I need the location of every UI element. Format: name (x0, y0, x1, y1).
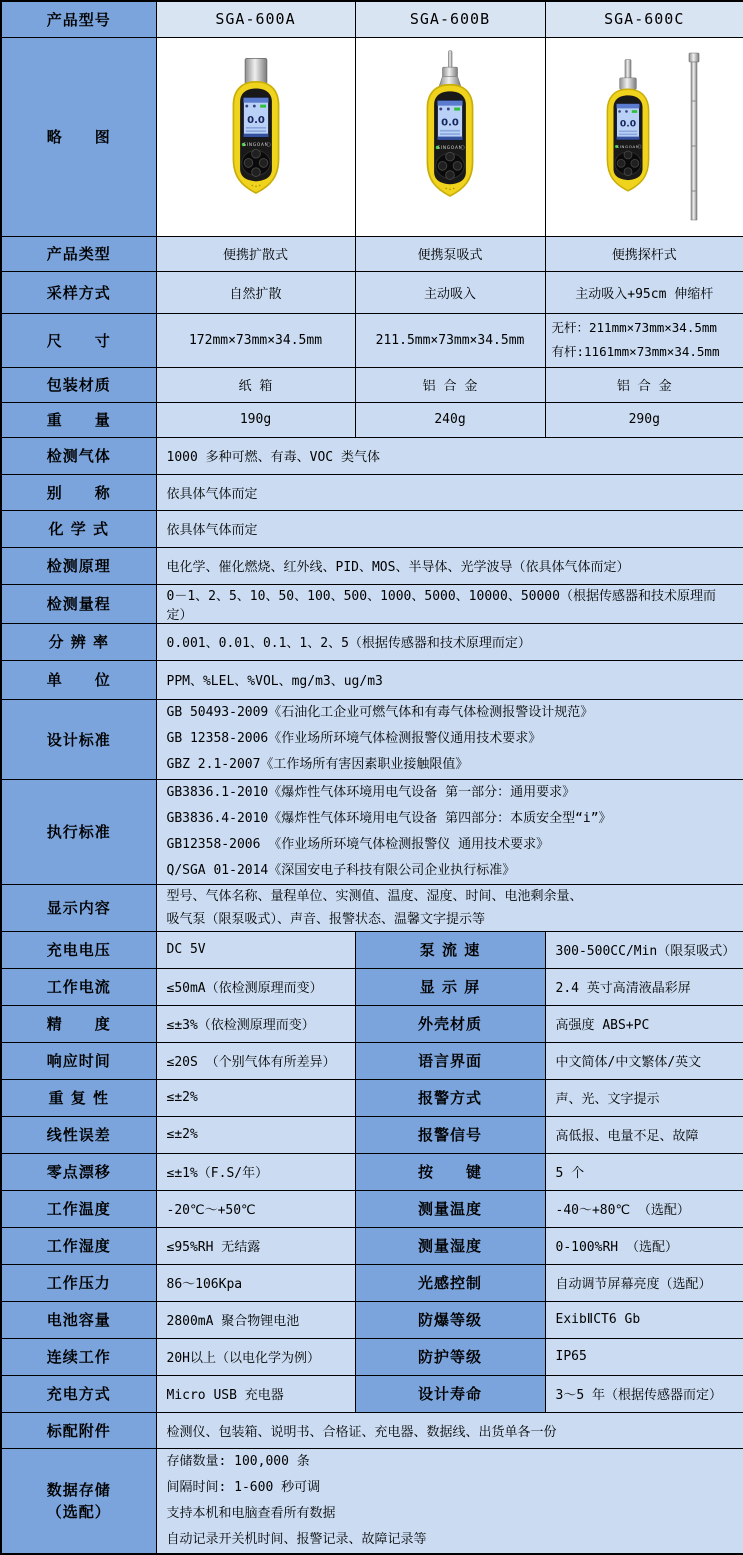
telescopic-rod-illustration (686, 51, 702, 223)
spec-row (1, 1116, 743, 1153)
row-detection-range (1, 584, 743, 623)
value-a: 便携扩散式 (156, 236, 355, 271)
standard-line: GB3836.4-2010《爆炸性气体环境用电气设备 第四部分：本质安全型“i”》 (166, 810, 612, 826)
spec-row (1, 1375, 743, 1412)
value-c: 290g (545, 402, 743, 437)
spec-value: 高低报、电量不足、故障 (545, 1116, 743, 1153)
standard-line: GB3836.1-2010《爆炸性气体环境用电气设备 第一部分：通用要求》 (166, 784, 576, 800)
spec-value: ≤±1%（F.S/年） (156, 1153, 355, 1190)
spec-value: ≤20S （个别气体有所差异） (156, 1042, 355, 1079)
compare-row-dimensions (1, 313, 743, 367)
product-image-cell-a (156, 37, 355, 236)
row-label: 重 量 (1, 402, 156, 437)
product-image-cell-c (545, 37, 743, 236)
spec-label: 充电电压 (1, 931, 156, 968)
value-a: 纸 箱 (156, 367, 355, 402)
display-content-line: 吸气泵（限泵吸式）、声音、报警状态、温馨文字提示等 (166, 911, 486, 927)
spec-row (1, 1264, 743, 1301)
storage-line: 间隔时间: 1-600 秒可调 (166, 1479, 321, 1495)
spec-label: 报警方式 (355, 1079, 545, 1116)
spec-label: 工作压力 (1, 1264, 156, 1301)
spec-value: -20℃～+50℃ (156, 1190, 355, 1227)
screen-title-bar (437, 100, 462, 105)
spec-value: Micro USB 充电器 (156, 1375, 355, 1412)
row-label: 显示内容 (1, 884, 156, 931)
row-value (156, 1448, 743, 1554)
row-label: 别 称 (1, 474, 156, 510)
spec-value: 中文简体/中文繁体/英文 (545, 1042, 743, 1079)
screen-status-bar (437, 136, 462, 139)
row-label: 化 学 式 (1, 510, 156, 547)
probe-rod (625, 59, 631, 79)
compare-row-sampling (1, 271, 743, 313)
enter-button (251, 167, 260, 176)
row-value: 1000 多种可燃、有毒、VOC 类气体 (156, 437, 743, 474)
spec-label: 测量温度 (355, 1190, 545, 1227)
screen-reading: 0.0 (246, 114, 265, 126)
speaker-icon (619, 110, 622, 113)
row-chemical-formula (1, 510, 743, 547)
spec-label: 电池容量 (1, 1301, 156, 1338)
spec-label: 线性误差 (1, 1116, 156, 1153)
brand-label: SINGOAN (437, 144, 463, 150)
row-value (156, 884, 743, 931)
gas-detector-illustration-b (404, 48, 496, 226)
row-label: 采样方式 (1, 271, 156, 313)
value-c: 铝 合 金 (545, 367, 743, 402)
spec-value: 声、光、文字提示 (545, 1079, 743, 1116)
compare-row-packaging (1, 367, 743, 402)
spec-value: IP65 (545, 1338, 743, 1375)
row-value: 0.001、0.01、0.1、1、2、5（根据传感器和技术原理而定） (156, 623, 743, 660)
spec-label: 响应时间 (1, 1042, 156, 1079)
spec-value: ≤±2% (156, 1079, 355, 1116)
battery-icon (454, 107, 460, 110)
spec-value: 自动调节屏幕亮度（选配） (545, 1264, 743, 1301)
spec-value: 高强度 ABS+PC (545, 1005, 743, 1042)
spec-label: 防爆等级 (355, 1301, 545, 1338)
spec-label: 精 度 (1, 1005, 156, 1042)
spec-label: 光感控制 (355, 1264, 545, 1301)
enter-button (446, 170, 455, 179)
standard-line: GB 12358-2006《作业场所环境气体检测报警仪通用技术要求》 (166, 731, 542, 746)
compare-row-product-type (1, 236, 743, 271)
row-label: 尺 寸 (1, 313, 156, 367)
screen-status-bar (243, 133, 268, 136)
display-content-line: 型号、气体名称、量程单位、实测值、温度、湿度、时间、电池剩余量、 (166, 888, 583, 904)
probe-collar (442, 67, 457, 76)
menu-button (446, 152, 455, 161)
dimension-without-rod: 无杆：211mm×73mm×34.5mm (551, 320, 717, 335)
sensor-cap (245, 58, 267, 84)
probe-collar (620, 77, 637, 88)
spec-value: -40～+80℃ （选配） (545, 1190, 743, 1227)
brand-label: SINGOAN (616, 143, 640, 149)
spec-label: 工作湿度 (1, 1227, 156, 1264)
spec-label: 外壳材质 (355, 1005, 545, 1042)
row-display-content (1, 884, 743, 931)
spec-value: 300-500CC/Min（限泵吸式） (545, 931, 743, 968)
row-detected-gases (1, 437, 743, 474)
left-button (244, 158, 253, 167)
header-label: 产品型号 (1, 1, 156, 37)
spec-value: ≤±2% (156, 1116, 355, 1153)
spec-label: 显 示 屏 (355, 968, 545, 1005)
standard-line: GBZ 2.1-2007《工作场所有害因素职业接触限值》 (166, 757, 469, 772)
row-label: 产品类型 (1, 236, 156, 271)
storage-label-line: 数据存储 (46, 1480, 111, 1499)
enter-button (624, 167, 632, 175)
left-button (438, 161, 447, 170)
row-executive-standards (1, 779, 743, 884)
spec-row (1, 1005, 743, 1042)
model-name-b: SGA-600B (355, 1, 545, 37)
row-label: 设计标准 (1, 699, 156, 779)
right-button (453, 161, 462, 170)
row-value (156, 779, 743, 884)
sketch-row (1, 37, 743, 236)
dimension-with-rod: 有杆:1161mm×73mm×34.5mm (551, 344, 720, 359)
spec-row (1, 1153, 743, 1190)
battery-icon (632, 110, 637, 113)
compare-row-weight (1, 402, 743, 437)
row-label (1, 1448, 156, 1554)
row-value: PPM、%LEL、%VOL、mg/m3、ug/m3 (156, 660, 743, 699)
speaker-icon (439, 107, 442, 110)
row-label: 检测原理 (1, 547, 156, 584)
value-a: 自然扩散 (156, 271, 355, 313)
value-a: 172mm×73mm×34.5mm (156, 313, 355, 367)
spec-label: 测量湿度 (355, 1227, 545, 1264)
spec-row (1, 1227, 743, 1264)
value-b: 便携泵吸式 (355, 236, 545, 271)
right-button (631, 159, 639, 167)
row-value: 依具体气体而定 (156, 474, 743, 510)
fan-icon (447, 107, 450, 110)
standard-line: GB 50493-2009《石油化工企业可燃气体和有毒气体检测报警设计规范》 (166, 705, 594, 720)
spec-label: 充电方式 (1, 1375, 156, 1412)
storage-label-line: （选配） (46, 1502, 111, 1521)
spec-row (1, 931, 743, 968)
spec-value: ≤95%RH 无结露 (156, 1227, 355, 1264)
value-c: 便携探杆式 (545, 236, 743, 271)
row-resolution (1, 623, 743, 660)
standard-line: GB12358-2006 《作业场所环境气体检测报警仪 通用技术要求》 (166, 836, 550, 852)
value-b: 主动吸入 (355, 271, 545, 313)
row-label: 包装材质 (1, 367, 156, 402)
spec-label: 零点漂移 (1, 1153, 156, 1190)
speaker-icon (245, 104, 248, 107)
row-label: 检测量程 (1, 584, 156, 623)
spec-value: ≤50mA（依检测原理而变） (156, 968, 355, 1005)
row-label: 检测气体 (1, 437, 156, 474)
spec-value: 2800mA 聚合物锂电池 (156, 1301, 355, 1338)
spec-value: DC 5V (156, 931, 355, 968)
spec-row (1, 1042, 743, 1079)
probe-rod (448, 50, 452, 68)
standard-line: Q/SGA 01-2014《深国安电子科技有限公司企业执行标准》 (166, 862, 516, 878)
storage-line: 存储数量: 100,000 条 (166, 1453, 310, 1469)
fan-icon (625, 110, 628, 113)
row-label: 标配附件 (1, 1412, 156, 1448)
row-alias (1, 474, 743, 510)
spec-value: 2.4 英寸高清液晶彩屏 (545, 968, 743, 1005)
gas-detector-illustration-a (210, 51, 302, 223)
spec-row (1, 1079, 743, 1116)
spec-label: 语言界面 (355, 1042, 545, 1079)
value-c (545, 313, 743, 367)
header-row (1, 1, 743, 37)
sketch-label: 略 图 (1, 37, 156, 236)
spec-label: 按 键 (355, 1153, 545, 1190)
spec-label: 泵 流 速 (355, 931, 545, 968)
spec-row (1, 1338, 743, 1375)
value-b: 铝 合 金 (355, 367, 545, 402)
spec-value: 86～106Kpa (156, 1264, 355, 1301)
spec-label: 工作电流 (1, 968, 156, 1005)
fan-icon (252, 104, 255, 107)
spec-value: 3～5 年（根据传感器而定） (545, 1375, 743, 1412)
value-a: 190g (156, 402, 355, 437)
battery-icon (260, 104, 266, 107)
spec-value: 0-100%RH （选配） (545, 1227, 743, 1264)
spec-value: 5 个 (545, 1153, 743, 1190)
value-b: 211.5mm×73mm×34.5mm (355, 313, 545, 367)
row-units (1, 660, 743, 699)
storage-line: 支持本机和电脑查看所有数据 (166, 1505, 336, 1521)
spec-row (1, 1301, 743, 1338)
spec-row (1, 1190, 743, 1227)
storage-line: 自动记录开关机时间、报警记录、故障记录等 (166, 1531, 427, 1547)
model-name-c: SGA-600C (545, 1, 743, 37)
row-label: 分 辨 率 (1, 623, 156, 660)
gas-detector-illustration-c (586, 58, 670, 216)
screen-status-bar (617, 136, 640, 139)
row-label: 执行标准 (1, 779, 156, 884)
row-data-storage (1, 1448, 743, 1554)
screen-title-bar (243, 97, 268, 102)
spec-label: 重 复 性 (1, 1079, 156, 1116)
row-value: 0－1、2、5、10、50、100、500、1000、5000、10000、50000（根据传感器和技术原理而定） (156, 584, 743, 623)
product-image-cell-b (355, 37, 545, 236)
row-label: 单 位 (1, 660, 156, 699)
spec-value: ≤±3%（依检测原理而变） (156, 1005, 355, 1042)
row-value: 依具体气体而定 (156, 510, 743, 547)
model-name-a: SGA-600A (156, 1, 355, 37)
screen-reading: 0.0 (620, 119, 637, 130)
spec-label: 连续工作 (1, 1338, 156, 1375)
value-b: 240g (355, 402, 545, 437)
row-value (156, 699, 743, 779)
spec-label: 设计寿命 (355, 1375, 545, 1412)
spec-row (1, 968, 743, 1005)
row-detection-principle (1, 547, 743, 584)
spec-label: 报警信号 (355, 1116, 545, 1153)
value-c: 主动吸入+95cm 伸缩杆 (545, 271, 743, 313)
screen-title-bar (617, 103, 640, 108)
spec-value: 20H以上（以电化学为例） (156, 1338, 355, 1375)
spec-value: ExibⅡCT6 Gb (545, 1301, 743, 1338)
menu-button (624, 150, 632, 158)
row-value: 电化学、催化燃烧、红外线、PID、MOS、半导体、光学波导（依具体气体而定） (156, 547, 743, 584)
row-design-standards (1, 699, 743, 779)
left-button (617, 159, 625, 167)
screen-reading: 0.0 (441, 117, 459, 129)
spec-label: 防护等级 (355, 1338, 545, 1375)
row-accessories (1, 1412, 743, 1448)
brand-label: SINGOAN (242, 141, 269, 147)
menu-button (251, 149, 260, 158)
row-value: 检测仪、包装箱、说明书、合格证、充电器、数据线、出货单各一份 (156, 1412, 743, 1448)
spec-label: 工作温度 (1, 1190, 156, 1227)
right-button (259, 158, 268, 167)
